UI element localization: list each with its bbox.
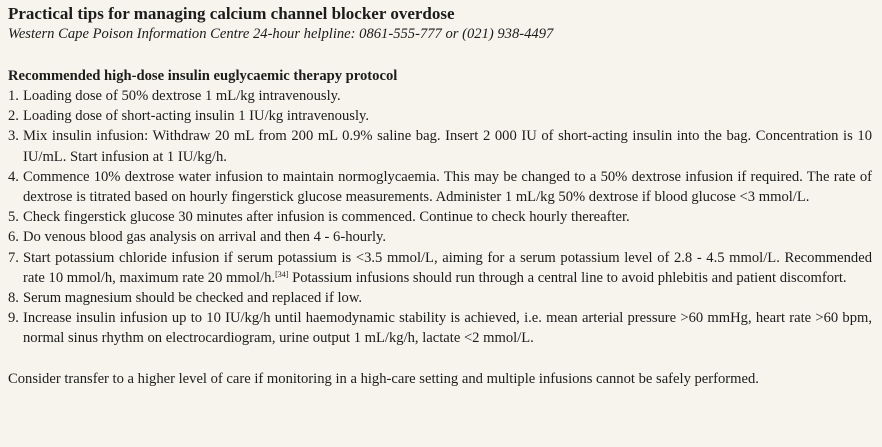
step-number: 5. [8, 209, 19, 226]
step-number: 1. [8, 88, 19, 104]
reference-citation: [34] [275, 269, 289, 279]
step-text: Loading dose of 50% dextrose 1 mL/kg intravenously. [23, 88, 341, 104]
step-text: Do venous blood gas analysis on arrival and then 4 - 6-hourly. [23, 229, 387, 246]
step-text: Increase insulin infusion up to 10 IU/kg/h until haemodynamic stability is achieved, i.e. mean arterial pressure >60 mmHg, heart rate >60 bpm, normal sinus rhythm on electrocardiogram, urine output 1 mL/kg/h, lactate <2 mmol/L. [23, 310, 872, 347]
step-text: Start potassium chloride infusion if serum potassium is <3.5 mmol/L, aiming for a serum potassium level of 2.8 - 4.5 mmol/L. Recommended rate 10 mmol/h, maximum rate 20 mmol/h. [23, 249, 872, 286]
list-item [8, 106, 872, 126]
step-text: Loading dose of short-acting insulin 1 IU/kg intravenously. [23, 108, 370, 125]
list-item [8, 308, 872, 348]
step-number: 4. [8, 168, 19, 185]
list-item [8, 207, 872, 227]
list-item [8, 288, 872, 308]
step-text: Serum magnesium should be checked and replaced if low. [23, 290, 363, 307]
step-number: 6. [8, 229, 19, 246]
page-title: Practical tips for managing calcium channel blocker overdose [8, 4, 455, 23]
step-number: 9. [8, 310, 19, 327]
transfer-note: Consider transfer to a higher level of care if monitoring in a high-care setting and multiple infusions cannot be safely performed. [8, 370, 759, 387]
helpline-subtitle: Western Cape Poison Information Centre 24-hour helpline: 0861-555-777 or (021) 938-4497 [8, 26, 554, 42]
step-text: Check fingerstick glucose 30 minutes after infusion is commenced. Continue to check hourly thereafter. [23, 209, 630, 226]
list-item [8, 86, 872, 106]
list-item [8, 167, 872, 207]
list-item [8, 227, 872, 247]
protocol-heading: Recommended high-dose insulin euglycaemic therapy protocol [8, 68, 398, 84]
list-item [8, 126, 872, 166]
step-number: 7. [8, 249, 19, 266]
step-number: 8. [8, 290, 19, 307]
step-text: Mix insulin infusion: Withdraw 20 mL from 200 mL 0.9% saline bag. Insert 2 000 IU of short-acting insulin into the bag. Concentration is 10 IU/mL. Start infusion at 1 IU/kg/h. [23, 128, 872, 165]
step-text-continued: Potassium infusions should run through a central line to avoid phlebitis and patient discomfort. [288, 269, 847, 286]
protocol-steps-list [8, 86, 872, 349]
step-text: Commence 10% dextrose water infusion to maintain normoglycaemia. This may be changed to a 50% dextrose infusion if required. The rate of dextrose is titrated based on hourly fingerstick glucose measurements. Administer 1 mL/kg 50% dextrose if blood glucose <3 mmol/L. [23, 168, 872, 206]
list-item [8, 248, 872, 288]
step-number: 2. [8, 108, 19, 125]
step-number: 3. [8, 128, 19, 145]
